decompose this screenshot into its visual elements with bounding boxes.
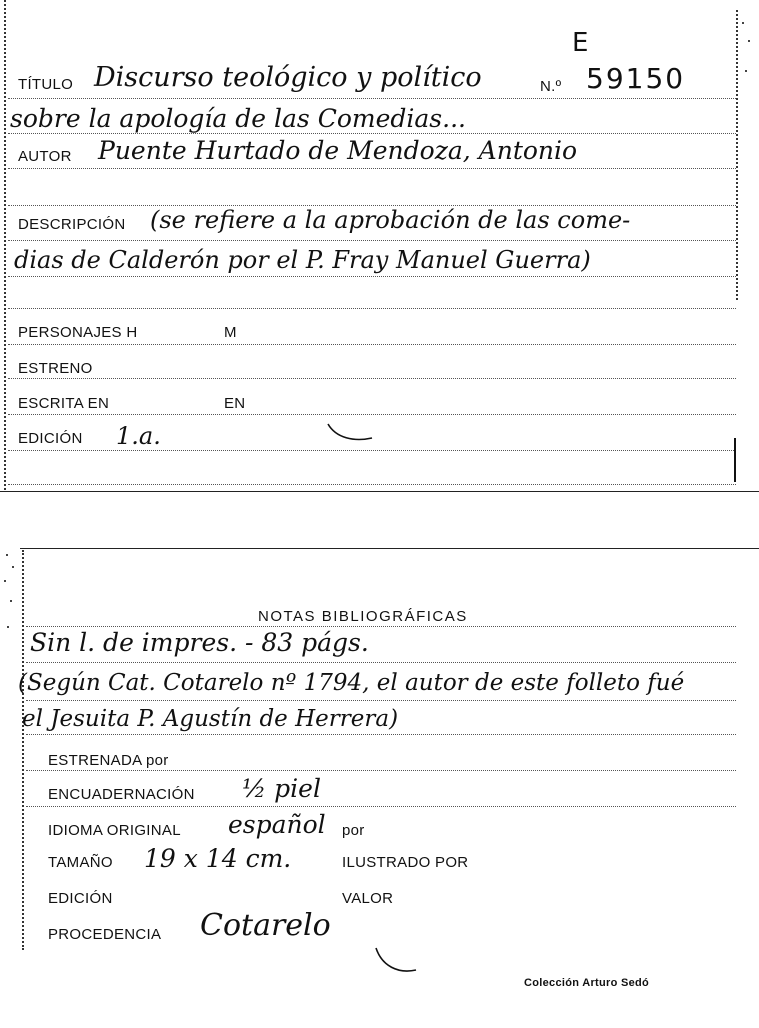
titulo-label: TÍTULO [18, 76, 74, 93]
idioma-por-label: por [342, 822, 365, 839]
personajes-m-label: M [224, 324, 237, 341]
rule [8, 378, 736, 379]
procedencia-label: PROCEDENCIA [48, 926, 162, 943]
rule [8, 414, 736, 415]
procedencia-value: Cotarelo [200, 908, 331, 943]
encuadernacion-label: ENCUADERNACIÓN [48, 786, 195, 803]
rule [8, 344, 736, 345]
rule [26, 700, 736, 701]
encuadernacion-value: ½ piel [242, 774, 321, 803]
rule [8, 276, 736, 277]
ilustrado-label: ILUSTRADO POR [342, 854, 469, 871]
rule [26, 770, 736, 771]
descripcion-line2: dias de Calderón por el P. Fray Manuel Guerra) [14, 246, 591, 274]
numero-label: N.º [540, 78, 562, 95]
numero-value: 59150 [586, 62, 686, 95]
tamano-value: 19 x 14 cm. [144, 844, 292, 873]
rule [26, 626, 736, 627]
rule [8, 168, 736, 169]
idioma-label: IDIOMA ORIGINAL [48, 822, 181, 839]
escrita-en2-label: EN [224, 395, 246, 412]
idioma-value: español [228, 810, 326, 839]
note-line-1: Sin l. de impres. - 83 págs. [30, 628, 369, 657]
tamano-label: TAMAÑO [48, 854, 113, 871]
collection-stamp: Colección Arturo Sedó [524, 977, 650, 989]
ink-stroke [326, 418, 376, 446]
corner-mark: E [572, 28, 589, 58]
catalog-card-top [0, 0, 759, 492]
note-line-2: (Según Cat. Cotarelo nº 1794, el autor de este folleto fué [18, 670, 685, 696]
rule [8, 484, 736, 485]
card-right-edge [736, 10, 738, 300]
rule [26, 806, 736, 807]
edicion-label: EDICIÓN [18, 430, 83, 447]
rule [26, 662, 736, 663]
card-top-edge [20, 548, 759, 549]
estreno-label: ESTRENO [18, 360, 93, 377]
note-line-3: el Jesuita P. Agustín de Herrera) [22, 706, 399, 732]
valor-label: VALOR [342, 890, 394, 907]
titulo-value-line1: Discurso teológico y político [94, 62, 482, 93]
descripcion-line1: (se refiere a la aprobación de las come- [150, 206, 631, 234]
ink-stroke [372, 944, 422, 980]
autor-label: AUTOR [18, 148, 72, 165]
edicion-label: EDICIÓN [48, 890, 113, 907]
titulo-value-line2: sobre la apología de las Comedias... [10, 104, 466, 133]
edge-mark [734, 438, 736, 482]
rule [26, 734, 736, 735]
descripcion-label: DESCRIPCIÓN [18, 216, 126, 233]
catalog-card-bottom [0, 540, 759, 1028]
card-left-edge [22, 550, 24, 950]
notas-heading: NOTAS BIBLIOGRÁFICAS [258, 608, 468, 625]
rule [8, 240, 736, 241]
estrenada-label: ESTRENADA por [48, 752, 169, 769]
autor-value: Puente Hurtado de Mendoza, Antonio [98, 136, 578, 165]
escrita-en-label: ESCRITA EN [18, 395, 110, 412]
card-left-edge [4, 0, 6, 490]
rule [8, 98, 736, 99]
personajes-label: PERSONAJES H [18, 324, 138, 341]
rule [8, 133, 736, 134]
rule [8, 308, 736, 309]
rule [8, 450, 736, 451]
edicion-value: 1.a. [116, 422, 161, 450]
card-cut-line [0, 491, 759, 492]
